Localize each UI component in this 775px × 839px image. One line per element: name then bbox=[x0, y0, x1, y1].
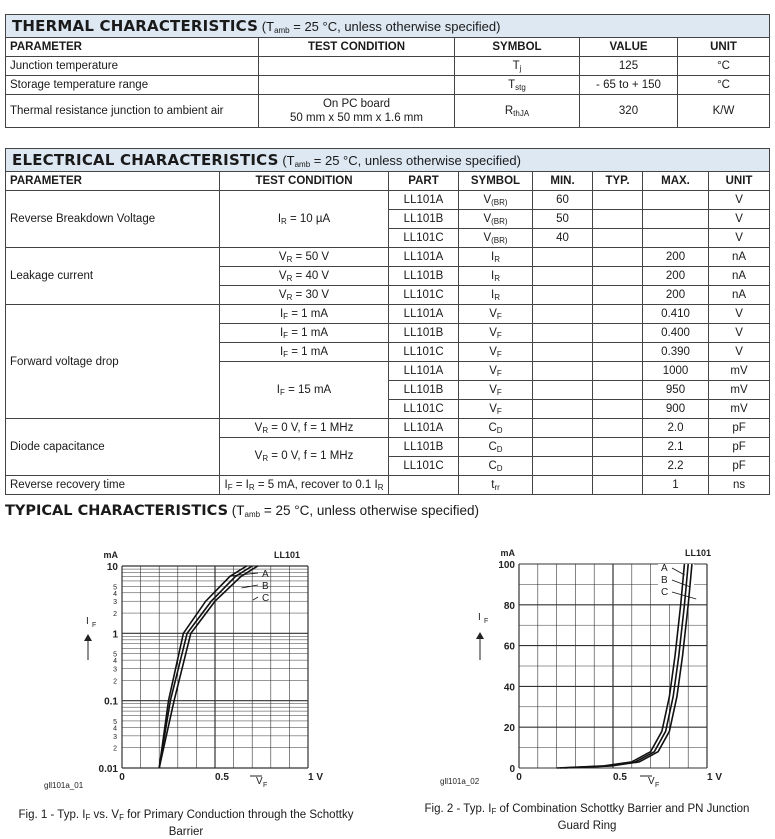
series-label-B: B bbox=[262, 581, 269, 592]
y-tick-label: 10 bbox=[106, 562, 118, 573]
y-axis-label: I bbox=[478, 612, 481, 623]
electrical-caption: ELECTRICAL CHARACTERISTICS ($T_{amb} = 25$ °C, unless otherwise specified) bbox=[6, 149, 770, 172]
y-minor-label: 4 bbox=[113, 590, 117, 598]
x-tick-label: 1 V bbox=[308, 772, 324, 783]
table-row: Reverse Breakdown Voltage $I_R = 10$ µA LL101A $V_{(BR)}$ 60 V bbox=[6, 191, 770, 210]
x-tick-label: 0 bbox=[516, 772, 522, 783]
arrow-icon bbox=[476, 632, 484, 639]
y-minor-label: 5 bbox=[113, 584, 117, 592]
x-axis-label-sub: F bbox=[655, 782, 660, 789]
thermal-table bbox=[5, 14, 770, 128]
x-tick-label: 0 bbox=[119, 772, 125, 783]
table-row: LL101C $V_{(BR)}$ 40 V bbox=[6, 229, 770, 248]
electrical-table bbox=[5, 148, 770, 495]
x-tick-label: 0.5 bbox=[215, 772, 229, 783]
x-axis-label-sub: F bbox=[263, 782, 268, 789]
table-row: Leakage current $V_R = 50$ V LL101A $I_R$ 200 nA bbox=[6, 248, 770, 267]
y-tick-label: 100 bbox=[498, 560, 515, 571]
y-minor-label: 2 bbox=[113, 745, 117, 753]
y-unit-label: mA bbox=[500, 548, 515, 558]
y-minor-label: 2 bbox=[113, 678, 117, 686]
y-minor-label: 5 bbox=[113, 718, 117, 726]
device-label: LL101 bbox=[273, 550, 300, 560]
x-tick-label: 0.5 bbox=[613, 772, 627, 783]
x-axis-label: V bbox=[256, 776, 263, 787]
series-leader-C bbox=[253, 597, 258, 600]
series-label-A: A bbox=[661, 563, 668, 574]
y-tick-label: 40 bbox=[503, 682, 515, 694]
y-tick-label: 0.1 bbox=[104, 696, 118, 708]
y-minor-label: 2 bbox=[113, 611, 117, 619]
fig2-svg bbox=[400, 540, 775, 790]
y-minor-label: 4 bbox=[113, 725, 117, 733]
series-label-C: C bbox=[262, 593, 270, 604]
y-minor-label: 3 bbox=[113, 733, 117, 741]
table-row: $V_R = 30$ V LL101C $I_R$ 200 nA bbox=[6, 286, 770, 305]
y-tick-label: 20 bbox=[503, 723, 515, 735]
series-line-C bbox=[159, 566, 258, 768]
y-minor-label: 3 bbox=[113, 599, 117, 607]
thermal-title: THERMAL CHARACTERISTICS bbox=[12, 17, 259, 35]
series-label-A: A bbox=[262, 569, 269, 580]
table-row: $I_F = 1$ mA LL101B $V_F$ 0.400 V bbox=[6, 324, 770, 343]
x-tick-label: 1 V bbox=[707, 772, 723, 783]
y-unit-label: mA bbox=[103, 550, 118, 560]
table-row: Forward voltage drop $I_F = 1$ mA LL101A $V_F$ 0.410 V bbox=[6, 305, 770, 324]
electrical-title: ELECTRICAL CHARACTERISTICS bbox=[12, 151, 279, 169]
thermal-caption: THERMAL CHARACTERISTICS ($T_{amb} = 25$ °C, unless otherwise specified) bbox=[6, 15, 770, 38]
series-label-B: B bbox=[661, 575, 668, 586]
y-axis-label: I bbox=[86, 616, 89, 627]
y-tick-label: 0.01 bbox=[98, 764, 118, 775]
arrow-icon bbox=[84, 634, 92, 641]
table-row: $V_R = 0$ V, f = 1 MHz LL101B $C_D$ 2.1 pF bbox=[6, 438, 770, 457]
table-row: LL101B $V_F$ 950 mV bbox=[6, 381, 770, 400]
table-row: Reverse recovery time $I_F = I_R = 5$ mA, recover to 0.1 $I_R$ $t_{rr}$ 1 ns bbox=[6, 476, 770, 495]
figure-code: gll101a_01 bbox=[44, 781, 84, 790]
series-label-C: C bbox=[661, 587, 669, 598]
y-tick-label: 60 bbox=[503, 641, 515, 653]
y-minor-label: 4 bbox=[113, 658, 117, 666]
x-axis-label: V bbox=[648, 776, 655, 787]
typical-heading: TYPICAL CHARACTERISTICS ($T_{amb} = 25$ °C, unless otherwise specified) bbox=[5, 503, 479, 519]
y-tick-label: 0 bbox=[509, 764, 515, 775]
device-label: LL101 bbox=[684, 548, 711, 558]
fig1-svg bbox=[0, 540, 380, 790]
table-row: Thermal resistance junction to ambient air On PC board 50 mm x 50 mm x 1.6 mm $R_{thJA}$ 320 K/W bbox=[6, 95, 770, 128]
y-tick-label: 1 bbox=[112, 629, 118, 641]
table-row: LL101C $C_D$ 2.2 pF bbox=[6, 457, 770, 476]
table-row: Junction temperature $T_j$ 125 °C bbox=[6, 57, 770, 76]
fig1-chart bbox=[0, 540, 380, 790]
electrical-header-row: PARAMETER TEST CONDITION PART SYMBOL MIN. TYP. MAX. UNIT bbox=[6, 172, 770, 191]
y-minor-label: 3 bbox=[113, 666, 117, 674]
series-line-B bbox=[159, 566, 252, 768]
table-row: $V_R = 40$ V LL101B $I_R$ 200 nA bbox=[6, 267, 770, 286]
table-row: LL101B $V_{(BR)}$ 50 V bbox=[6, 210, 770, 229]
y-axis-label-sub: F bbox=[92, 622, 97, 629]
y-axis-label-sub: F bbox=[484, 618, 489, 625]
fig1-caption: Fig. 1 - Typ. $I_F$ vs. $V_F$ for Primary Conduction through the Schottky Barrier bbox=[18, 809, 354, 838]
fig2-chart bbox=[400, 540, 775, 790]
table-row: Diode capacitance $V_R = 0$ V, f = 1 MHz LL101A $C_D$ 2.0 pF bbox=[6, 419, 770, 438]
table-row: LL101C $V_F$ 900 mV bbox=[6, 400, 770, 419]
figure-code: gll101a_02 bbox=[440, 777, 480, 786]
y-minor-label: 5 bbox=[113, 651, 117, 659]
table-row: $I_F = 1$ mA LL101C $V_F$ 0.390 V bbox=[6, 343, 770, 362]
table-row: Storage temperature range $T_{stg}$ - 65 to + 150 °C bbox=[6, 76, 770, 95]
fig2-caption: Fig. 2 - Typ. $I_F$ of Combination Schottky Barrier and PN Junction Guard Ring bbox=[424, 803, 750, 832]
table-row: $I_F = 15$ mA LL101A $V_F$ 1000 mV bbox=[6, 362, 770, 381]
y-tick-label: 80 bbox=[503, 600, 515, 612]
thermal-header-row: PARAMETER TEST CONDITION SYMBOL VALUE UNIT bbox=[6, 38, 770, 57]
